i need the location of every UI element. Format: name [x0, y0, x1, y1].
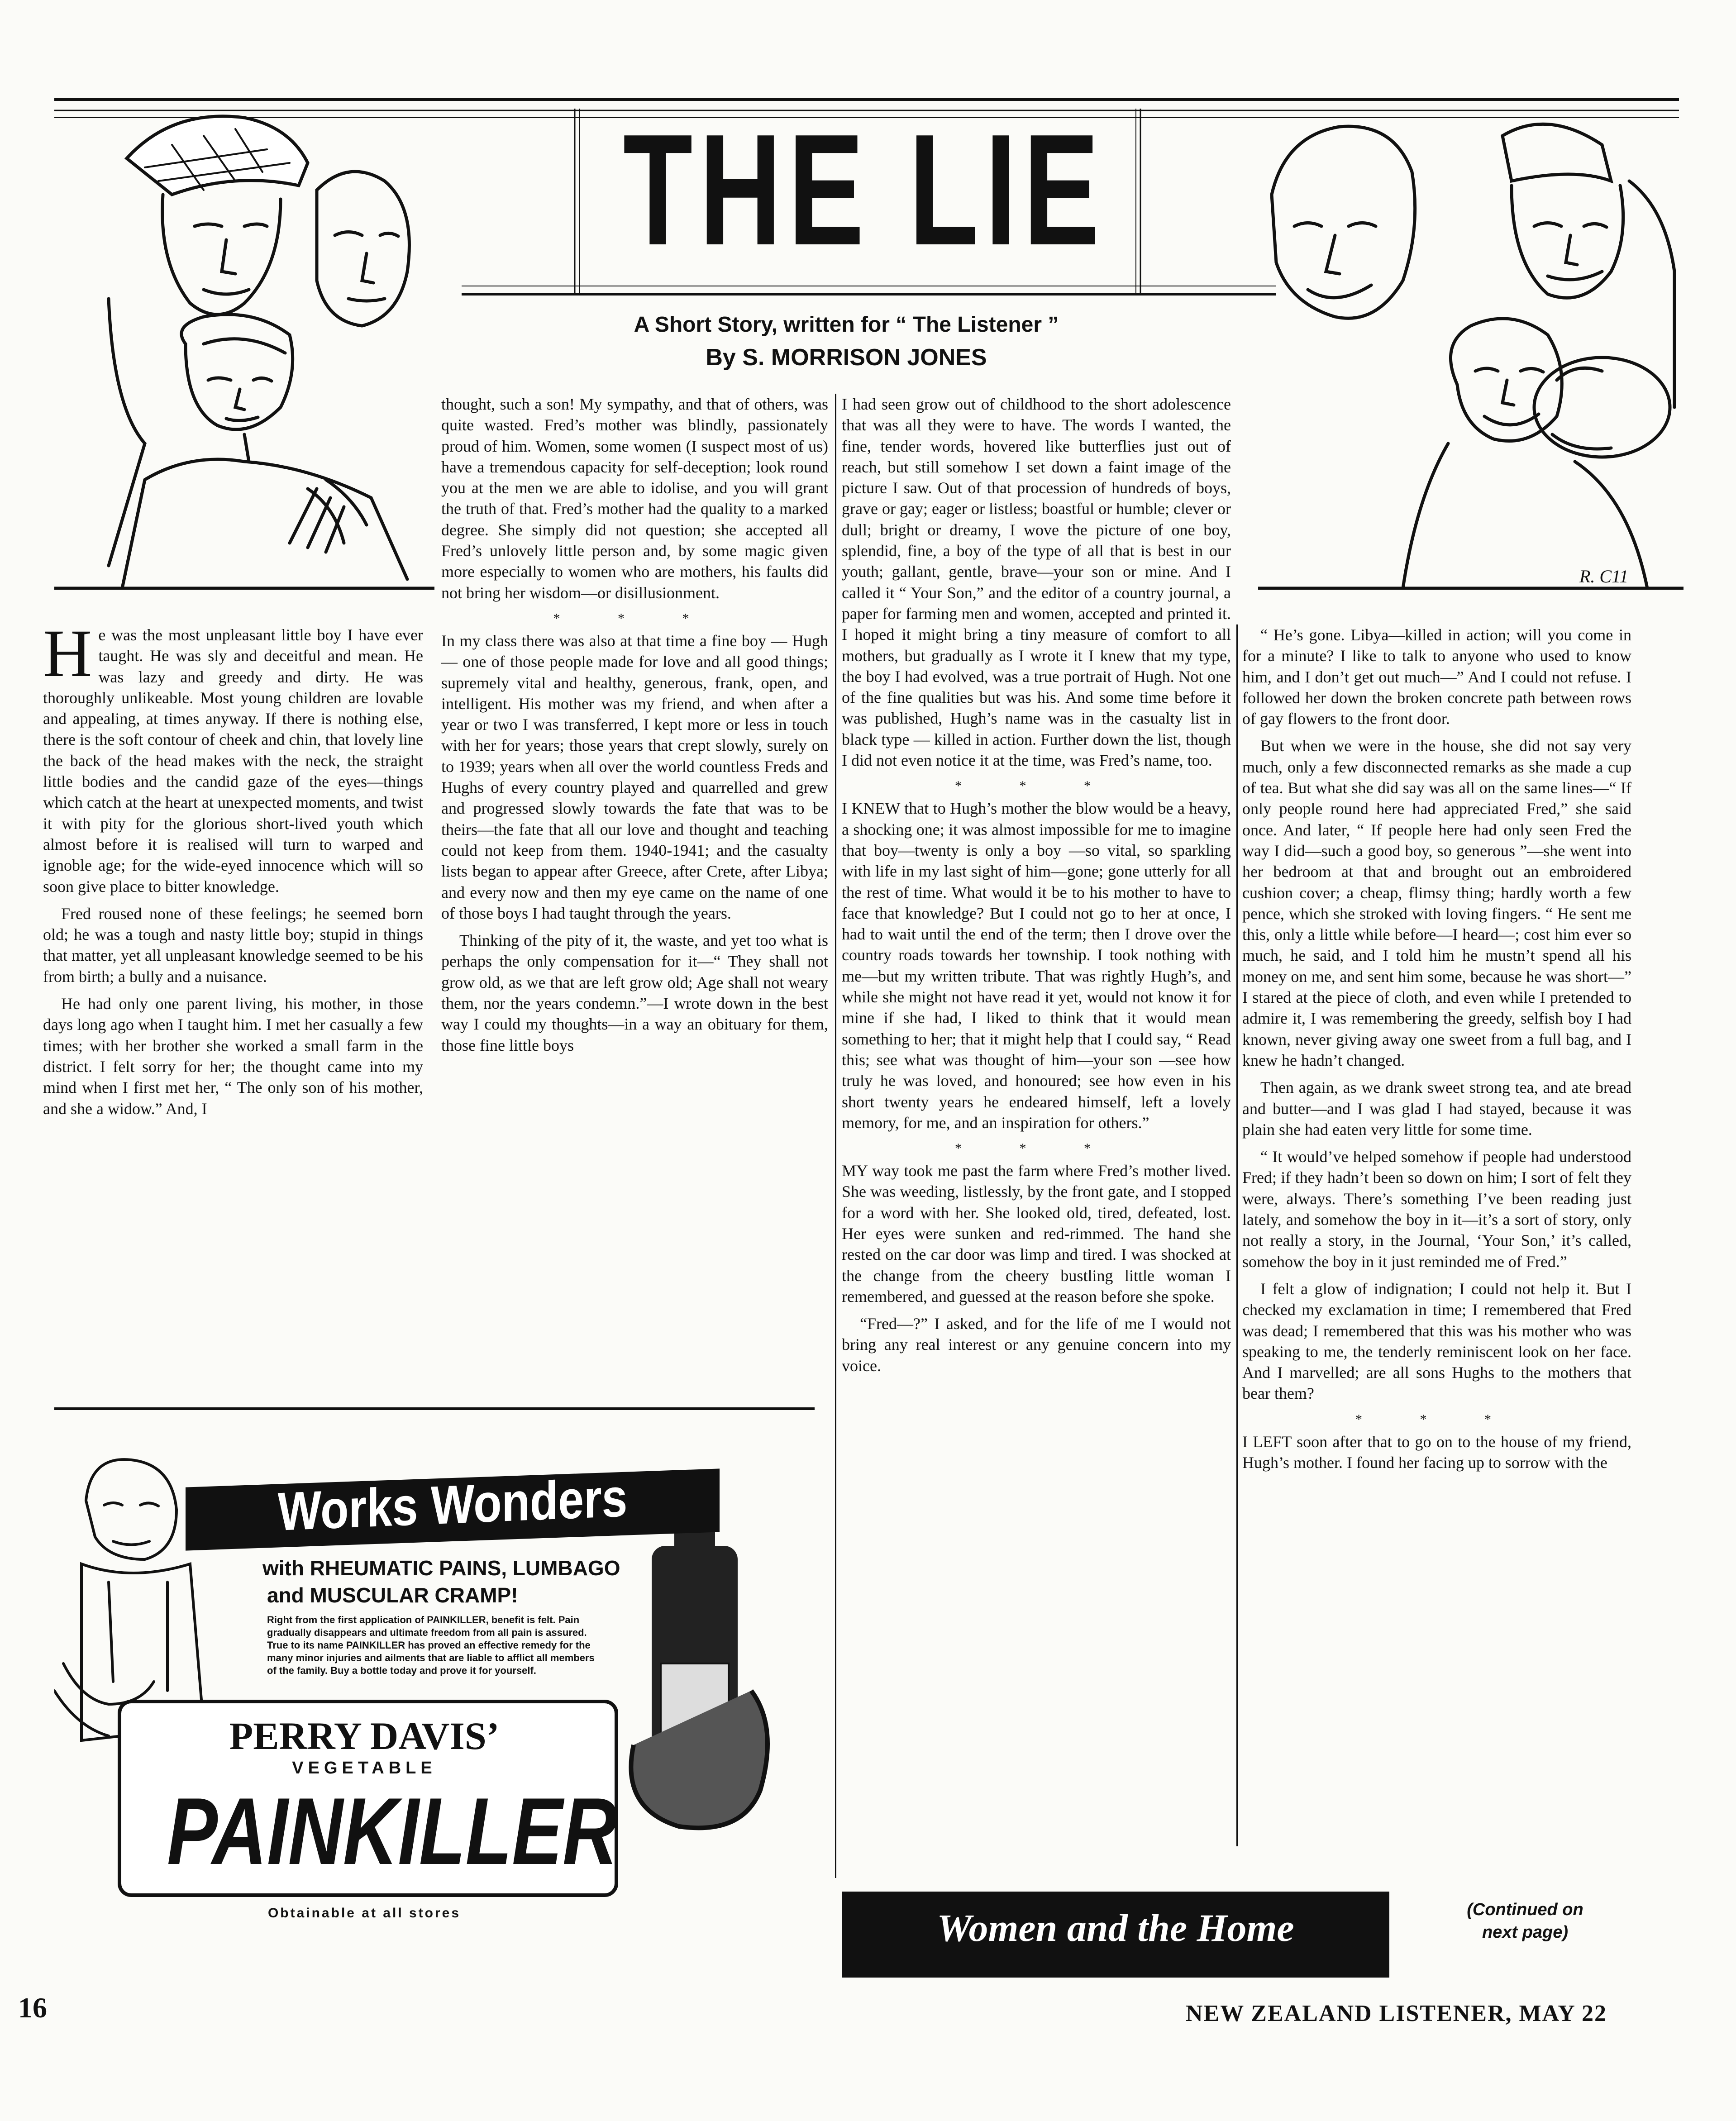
story-paragraph: Fred roused none of these feelings; he seemed born old; he was a tough and nasty little boy; stupid in things that matter, yet all unpleasant knowledge seemed to be his from birth; a bully and a nuisance. — [43, 904, 423, 986]
story-paragraph: He had only one parent living, his mother, in those days long ago when I taught him. I met her casually a few times; with her brother she worked a small farm in the district. I felt sorry for her; the thought came into my mind when I first met her, “ The only son of his mother, and she a widow.” And, I — [43, 995, 423, 1118]
advert-line-1: with RHEUMATIC PAINS, LUMBAGO — [262, 1556, 620, 1580]
advert-line-2: and MUSCULAR CRAMP! — [267, 1583, 518, 1607]
story-paragraph: I LEFT soon after that to go on to the house of my friend, Hugh’s mother. I found her facing up to sorrow with the — [1242, 1432, 1631, 1472]
advert-vegetable: VEGETABLE — [292, 1759, 437, 1778]
section-break: * * * — [553, 610, 716, 626]
right-illustration — [1258, 91, 1684, 611]
column-rule — [1236, 624, 1238, 1846]
painkiller-advert — [54, 1407, 815, 1940]
section-break: * * * — [955, 778, 1118, 794]
story-paragraph: “ It would’ve helped somehow if people had understood Fred; if they hadn’t been so down on him; I sort of felt they were, always. There’s something I’ve been reading just lately, and somehow the boy in it—it’s a sort of story, only not really a story, in the Journal, ‘Your Son,’ it’s called, somehow the boy in it just reminded me of Fred.” — [1242, 1148, 1631, 1271]
column-rule — [835, 394, 836, 1878]
story-paragraph: I felt a glow of indignation; I could not help it. But I checked my exclamation in time; I remembered that Fred was dead; I remembered that this was his mother who was speaking to me, the tenderly reminiscent look on her face. And I marvelled; are all sons Hughs to the mothers that bear them? — [1242, 1279, 1631, 1403]
story-paragraph — [43, 616, 423, 897]
story-column-1 — [43, 616, 423, 1398]
story-subtitle: A Short Story, written for “ The Listener ” — [634, 313, 1059, 337]
advert-brand: PERRY DAVIS’ — [229, 1714, 500, 1758]
section-break: * * * — [955, 1141, 1118, 1156]
story-paragraph-text: e was the most unpleasant little boy I have ever taught. He was sly and deceitful and mean. He was lazy and greedy and dirty. He was thoroughly unlikeable. Most young children are lovable and appealing, at times anyway. If there is nothing else, there is the soft contour of cheek and chin, that lovely line the back of the head makes with the neck, the straight little bodies and the candid gaze of the eyes—things which catch at the heart at unexpected moments, and twist it with pity for the glorious short-lived youth which almost before it is realised will turn to warped and ignoble age; for the wide-eyed innocence which will so soon give place to bitter knowledge. — [43, 626, 423, 896]
story-paragraph: Thinking of the pity of it, the waste, and yet too what is perhaps the only compensation for it—“ They shall not grow old, as we that are left grow old; Age shall not weary them, nor the years condemn.”—I wrote down in the best way I could my thoughts—in a way an obituary for them, those fine little boys — [441, 931, 828, 1054]
continued-note: (Continued on next page) — [1467, 1900, 1583, 1942]
portrait-sketch-left — [54, 91, 434, 597]
story-paragraph: Then again, as we drank sweet strong tea, and ate bread and butter—and I was glad I had stayed, because it was plain she had eaten very little for some time. — [1242, 1078, 1631, 1139]
advert-product: PAINKILLER — [167, 1778, 618, 1884]
story-paragraph: “Fred—?” I asked, and for the life of me I would not bring any real interest or any genuine concern into my voice. — [842, 1315, 1231, 1375]
portrait-sketch-right — [1258, 91, 1684, 611]
story-column-4 — [1242, 624, 1631, 1892]
story-paragraph: MY way took me past the farm where Fred’s mother lived. She was weeding, listlessly, by the front gate, and I stopped for a word with her. She looked old, tired, defeated, lost. Her eyes were sunken and red-rimmed. The hand she rested on the car door was limp and tired. I was shocked at the change from the cheery bustling little woman I remembered, and guessed at the reason before she spoke. — [842, 1162, 1231, 1306]
section-break: * * * — [1355, 1411, 1518, 1427]
left-illustration — [54, 91, 434, 597]
advert-headline: Works Wonders — [277, 1467, 628, 1542]
story-paragraph: “ He’s gone. Libya—killed in action; will you come in for a minute? I like to talk to anyone who used to know him, and I don’t get out much—” And I could not refuse. I followed her down the broken concrete path between rows of gay flowers to the front door. — [1242, 626, 1631, 728]
story-paragraph: thought, such a son! My sympathy, and that of others, was quite wasted. Fred’s mother was blindly, passionately proud of him. Women, some women (I suspect most of us) have a tremendous capacity for self-deception; look round you at the men we are able to idolise, and you will grant the truth of that. Fred’s mother had the quality to a marked degree. She simply did not question; she accepted all Fred’s unlovely little person and, by some magic given more especially to women who are mothers, his faults did not bring her wisdom—or disillusionment. — [441, 395, 828, 602]
story-column-2 — [441, 394, 828, 1403]
story-byline: By S. MORRISON JONES — [706, 344, 987, 371]
story-paragraph: In my class there was also at that time a fine boy — Hugh — one of those people made for love and all good things; supremely vital and healthy, generous, frank, open, and intelligent. His mother was my friend, and when after a year or two I was transferred, I kept more or less in touch with her for years; those years that crept slowly, surely on to 1939; years when all over the world countless Freds and Hughs of every country played and quarrelled and grew and progressed slowly towards the fate that was to be theirs—the fate that all our love and thought and teaching could not keep from them. 1940-1941; and the casualty lists began to appear after Greece, after Crete, after Libya; and every now and then my eye came on the name of one of those boys I had taught through the years. — [441, 631, 828, 922]
section-banner-label: Women and the Home — [937, 1906, 1294, 1949]
publication-footer: NEW ZEALAND LISTENER, MAY 22 — [1186, 2001, 1607, 2026]
story-paragraph: But when we were in the house, she did not say very much, only a few disconnected remarks as she made a cup of tea. But what she did say was all on the same lines—“ If only people round here had appreciated Fred,” she said once. And later, “ If people here had only seen Fred the way I did—such a good boy, so generous ”—she went into her bedroom at that and brought out an embroidered cushion cover; a cheap, flimsy thing; hardly worth a few pence, which she stroked with loving fingers. “ He sent me this, only a little while before—I heard—; cost him ever so much, he said, and I told him he mustn’t spend all his money on me, and sent him some, because he was short—” I stared at the piece of cloth, and even while I pretended to admire it, I was remembering the greedy, selfish boy I had known, never giving away one sweet from a full bag, and I knew he hadn’t changed. — [1242, 737, 1631, 1069]
drop-cap: H — [43, 616, 92, 691]
artist-signature: R. C11 — [1579, 566, 1629, 586]
story-paragraph: I KNEW that to Hugh’s mother the blow would be a heavy, a shocking one; it was almost impossible for me to imagine that boy—twenty is only a boy —so vital, so sparkling with life in my last sight of him—gone; gone utterly for all the rest of time. What would it be to his mother to have to face that knowledge? But I could not go to her at once, I had to wait until the end of the term; then I drove over the country roads towards her township. I took nothing with me—but my written tribute. That was rightly Hugh’s, and while she might not have read it yet, would not know it for mine if she had, I liked to think that it would mean something to her; that it might help that I could say, “ Read this; see what was thought of him—your son —see how truly he was loved, and honoured; see how even in his short twenty years he endeared himself, left a lovely memory, for me, and an inspiration for others.” — [842, 799, 1231, 1132]
page-number: 16 — [18, 1992, 47, 2024]
story-paragraph: I had seen grow out of childhood to the short adolescence that was all they were to have. The words I wanted, the fine, tender words, hovered like butterflies just out of reach, but still somehow I set down a faint image of the picture I saw. Out of that procession of hundreds of boys, grave or gay; eager or listless; boastful or humble; clever or dull; bright or dreamy, I wove the picture of one boy, splendid, fine, a boy of the type of all that is best in our youth; gallant, gentle, brave—your son or mine. And I called it “ Your Son,” and the editor of a country journal, a paper for farming men and women, accepted and printed it. I hoped it might bring a tiny measure of comfort to all mothers, but gradually as I wrote it I knew that my type, the boy I had evolved, was a true portrait of Hugh. Not one of the fine qualities but was his. And some time before it was published, Hugh’s name was in the casualty list in black type — killed in action. Further down the list, though I did not even notice it at the time, was Fred’s name, too. — [842, 395, 1231, 770]
advert-body: Right from the first application of PAINKILLER, benefit is felt. Pain gradually disappears and ultimate freedom from all pain is assured. True to its name PAINKILLER has proved an effective remedy for the many minor injuries and ailments that are liable to afflict all members of the family. Buy a bottle today and prove it for yourself. — [267, 1614, 595, 1676]
story-column-3 — [842, 394, 1231, 1878]
story-title: THE LIE — [623, 101, 1106, 278]
advert-footer: Obtainable at all stores — [267, 1906, 461, 1921]
